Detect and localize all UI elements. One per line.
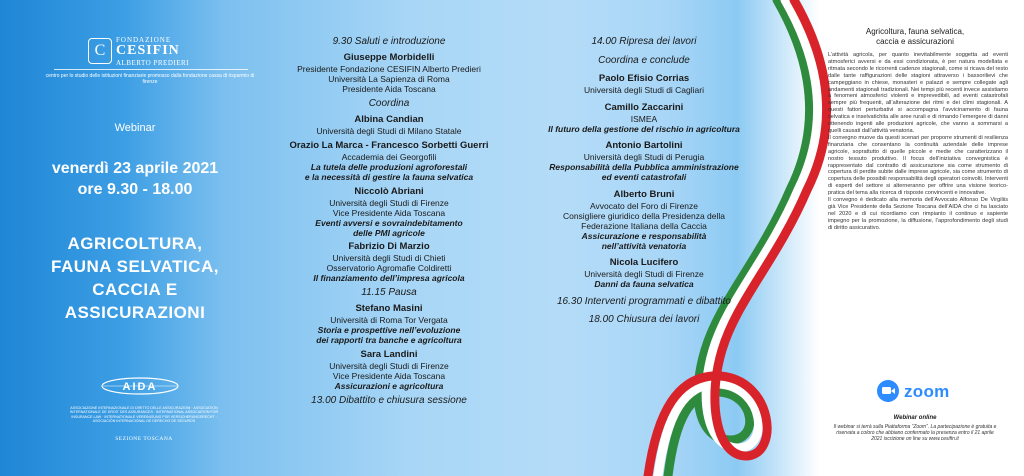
time-line: ore 9.30 - 18.00 bbox=[77, 181, 193, 198]
program-talk-title: ed eventi catastrofali bbox=[601, 172, 687, 182]
title-line: CACCIA E bbox=[92, 280, 178, 299]
event-title bbox=[0, 232, 270, 324]
aida-logo-text: AIDA bbox=[122, 381, 158, 393]
program-schedule-label: Coordina bbox=[368, 97, 410, 109]
program-affiliation: Università La Sapienza di Roma bbox=[328, 73, 450, 84]
program-speaker-name: Antonio Bartolini bbox=[605, 140, 683, 151]
program-schedule-label: Coordina e conclude bbox=[598, 54, 690, 66]
description-title bbox=[820, 27, 1010, 47]
zoom-logo bbox=[877, 380, 967, 404]
program-talk-title: Storia e prospettive nell’evoluzione bbox=[317, 325, 461, 336]
description-body bbox=[828, 52, 1008, 232]
program-speaker-name: Camillo Zaccarini bbox=[604, 101, 684, 113]
date-line: venerdì 23 aprile 2021 bbox=[51, 160, 219, 177]
program-talk-title: dei rapporti tra banche e agricoltura bbox=[316, 335, 462, 346]
program-affiliation: Presidente Aida Toscana bbox=[342, 83, 436, 94]
program-affiliation: Vice Presidente Aida Toscana bbox=[332, 207, 446, 218]
event-date bbox=[0, 158, 270, 200]
program-speaker-name: Niccolò Abriani bbox=[354, 185, 424, 197]
description-title-line: caccia e assicurazioni bbox=[876, 37, 954, 46]
program-affiliation: Vice Presidente Aida Toscana bbox=[332, 371, 446, 382]
program-affiliation: Presidente Fondazione CESIFIN Alberto Predieri bbox=[297, 63, 481, 74]
title-line: ASSICURAZIONI bbox=[64, 303, 206, 322]
program-schedule-label: 9.30 Saluti e introduzione bbox=[332, 36, 446, 47]
logo-name: CESIFIN bbox=[116, 43, 180, 58]
left-panel bbox=[0, 0, 270, 476]
tagline: centro per lo studio delle istituzioni finanziarie promosso dalla fondazione cassa di risparmio di firenze bbox=[45, 73, 255, 85]
online-title: Webinar online bbox=[893, 415, 937, 421]
program-schedule-label: 16.30 Interventi programmati e dibattito bbox=[557, 295, 731, 307]
program-talk-title: Responsabilità della Pubblica amministrazione bbox=[549, 162, 739, 172]
program-affiliation: Università degli Studi di Perugia bbox=[583, 152, 705, 162]
title-line: FAUNA SELVATICA, bbox=[51, 257, 219, 276]
program-affiliation: Osservatorio Agromafie Coldiretti bbox=[326, 263, 452, 274]
program-talk-title: La tutela delle produzioni agroforestali bbox=[310, 161, 468, 172]
program-speaker-name: Giuseppe Morbidelli bbox=[343, 51, 435, 63]
program-speaker-name: Orazio La Marca - Francesco Sorbetti Guerri bbox=[289, 139, 489, 151]
aida-description: ASSOCIAZIONE INTERNAZIONALE DI DIRITTO DELLE ASSICURAZIONI · ASSOCIATION INTERNATIONALE DE DROIT DES ASSURANCES · INTERNATIONAL ASSOCIATION FOR INSURANCE LAW · INTERNATIONALE VEREINIGUNG FÜR VERSICHERUNGSRECHT · ASOCIACIÓN INTERNACIONAL DE DERECHO DE SEGUROS bbox=[69, 406, 219, 424]
title-line: AGRICOLTURA, bbox=[67, 234, 203, 253]
program-affiliation: Università degli Studi di Chieti bbox=[332, 253, 446, 264]
program-affiliation: Accademia dei Georgofili bbox=[341, 151, 437, 162]
zoom-camera-icon bbox=[877, 380, 899, 402]
online-info: Il webinar si terrà sulla Piattaforma “Zoom”. La partecipazione è gratuita e riservata a coloro che abbiano confermato la presenza entro il 21 aprile 2021 iscrizione on line su www.cesifin.it bbox=[833, 424, 997, 442]
program-affiliation: Università degli Studi di Firenze bbox=[329, 361, 449, 372]
program-afternoon bbox=[530, 36, 758, 356]
program-talk-title: Il futuro della gestione del rischio in agricoltura bbox=[548, 123, 740, 134]
program-schedule-label: 14.00 Ripresa dei lavori bbox=[591, 36, 697, 47]
program-talk-title: Il finanziamento dell’impresa agricola bbox=[313, 273, 465, 284]
aida-sezione: SEZIONE TOSCANA bbox=[115, 436, 173, 442]
program-affiliation: Università degli Studi di Milano Statale bbox=[316, 125, 462, 136]
program-speaker-name: Fabrizio Di Marzio bbox=[348, 241, 430, 253]
logo-sub: ALBERTO PREDIERI bbox=[116, 59, 189, 67]
program-speaker-name: Alberto Bruni bbox=[613, 188, 675, 200]
cesifin-logo-mark: C bbox=[88, 38, 112, 64]
program-speaker-name: Nicola Lucifero bbox=[609, 257, 679, 268]
program-affiliation: ISMEA bbox=[630, 113, 658, 124]
program-speaker-name: Sara Landini bbox=[360, 349, 418, 361]
description-paragraph: Il convegno è dedicato alla memoria dell’Avvocato Alfonso De Virgiliis già Vice Presidente della Sezione Toscana dell’AIDA che ci ha lasciato nel 2020 e di cui ricordiamo con rimpianto il continuo e sapiente impegno per la promozione, la diffusione, l’approfondimento degli studi di diritto assicurativo. bbox=[828, 197, 1008, 231]
program-talk-title: Danni da fauna selvatica bbox=[594, 279, 694, 289]
program-talk-title: delle PMI agricole bbox=[353, 227, 425, 238]
program-affiliation: Università degli Studi di Firenze bbox=[329, 197, 449, 208]
program-talk-title: Assicurazione e responsabilità bbox=[581, 230, 707, 241]
program-talk-title: e la necessità di gestire la fauna selvatica bbox=[304, 171, 474, 182]
program-speaker-name: Stefano Masini bbox=[355, 303, 423, 315]
description-paragraph: L’attività agricola, per quanto inevitabilmente soggetta ad eventi atmosferici avversi e da essi condizionata, è per natura modellata e ritmata secondo le ricorrenti cadenze stagionali, come si ricava del resto dalle tante raffigurazioni delle stagioni attraverso i bassorilievi che campeggiano in chiese, monasteri e palazzi e sempre collegate agli andamenti stagionali tradizionali. Nei tempi più recenti invece assistiamo a fenomeni atmosferici violenti e imprevedibili, ad eventi catastrofali sempre più frequenti, all’alterazione dei ritmi e dei climi stagionali. A questi fattori perturbativi si accompagna l’avvicinamento di fauna selvatica e inselvatichita alle aree rurali e di rimando l’emergere di danni ottenendo ingenti alle produzioni agricole, che vanno a sommarsi a quelli causati dall’attività venatoria. bbox=[828, 52, 1008, 134]
program-schedule-label: 11.15 Pausa bbox=[361, 287, 417, 299]
program-schedule-label: 18.00 Chiusura dei lavori bbox=[588, 314, 700, 325]
program-speaker-name: Albina Candian bbox=[354, 113, 424, 125]
program-talk-title: Assicurazioni e agricoltura bbox=[334, 381, 444, 392]
program-affiliation: Federazione Italiana della Caccia bbox=[581, 220, 707, 231]
program-affiliation: Avvocato del Foro di Firenze bbox=[589, 200, 699, 211]
program-affiliation: Università di Roma Tor Vergata bbox=[330, 315, 448, 326]
divider bbox=[54, 69, 248, 70]
program-schedule-label: 13.00 Dibattito e chiusura sessione bbox=[311, 395, 467, 406]
program-affiliation: Università degli Studi di Firenze bbox=[584, 269, 704, 279]
description-title-line: Agricoltura, fauna selvatica, bbox=[865, 27, 965, 36]
zoom-wordmark: zoom bbox=[904, 382, 950, 401]
program-talk-title: Eventi avversi e sovraindebitamento bbox=[315, 217, 463, 228]
description-paragraph: Il convegno muove da questi scenari per proporre strumenti di resilienza finanziaria che consentano la continuità aziendale delle imprese agricole, soprattutto di quelle piccole e medie che caratterizzano il nostro tessuto produttivo. Il focus dell’iniziativa convegnistica è rappresentato dal contratto di assicurazione sia come strumento di copertura di perdite subite dalle imprese agricole, sia come strumento di copertura delle possibili responsabilità degli operatori coinvolti. Interventi di esperti del settore si alterneranno per offrire una visione teorico-pratica del tema alla ricerca di risposte convincenti e innovative. bbox=[828, 134, 1008, 197]
cesifin-logo bbox=[88, 36, 208, 68]
program-morning bbox=[282, 36, 496, 456]
webinar-label: Webinar bbox=[114, 122, 156, 134]
program-talk-title: nell’attività venatoria bbox=[601, 240, 687, 251]
logo-fondazione: FONDAZIONE bbox=[116, 36, 172, 44]
right-panel bbox=[820, 0, 1010, 476]
aida-logo bbox=[100, 377, 180, 395]
program-affiliation: Consigliere giuridico della Presidenza della bbox=[562, 210, 726, 221]
program-affiliation: Università degli Studi di Cagliari bbox=[583, 85, 704, 95]
program-speaker-name: Paolo Efisio Corrias bbox=[598, 73, 690, 84]
